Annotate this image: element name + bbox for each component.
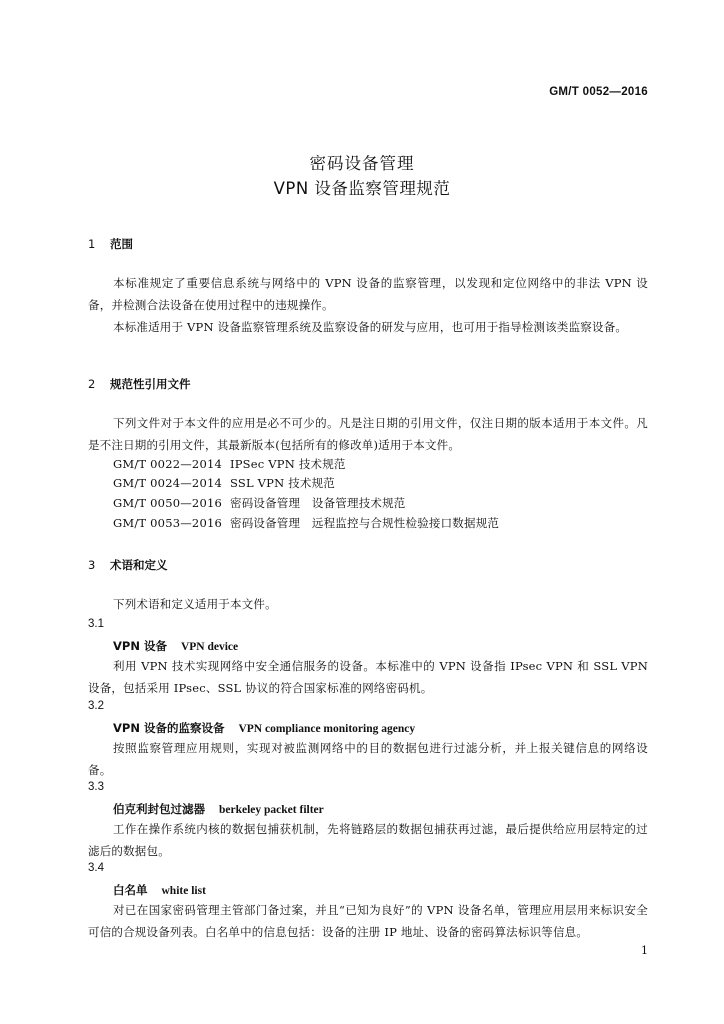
term-en: VPN device bbox=[180, 641, 239, 653]
section-number: 1 bbox=[88, 237, 96, 251]
term-zh: VPN 设备 bbox=[113, 639, 167, 653]
section-number: 3 bbox=[88, 558, 96, 572]
reference-code: GM/T 0053—2016 bbox=[113, 516, 222, 530]
section-heading-terms bbox=[88, 557, 168, 573]
term-heading bbox=[113, 720, 415, 736]
term-zh: 白名单 bbox=[113, 883, 148, 897]
reference-item bbox=[113, 514, 499, 533]
document-title-line1: 密码设备管理 bbox=[309, 154, 415, 173]
reference-code: GM/T 0050—2016 bbox=[113, 496, 222, 510]
standard-code: GM/T 0052—2016 bbox=[549, 86, 648, 98]
term-en: VPN compliance monitoring agency bbox=[238, 723, 416, 735]
term-definition: 按照监察管理应用规则，实现对被监测网络中的目的数据包进行过滤分析，并上报关键信息的网络设备。 bbox=[88, 741, 648, 777]
reference-item bbox=[113, 494, 406, 513]
term-number: 3.3 bbox=[88, 781, 104, 793]
section-title: 规范性引用文件 bbox=[110, 377, 191, 391]
reference-item bbox=[113, 455, 346, 474]
section-number: 2 bbox=[88, 377, 96, 391]
term-en: white list bbox=[161, 885, 206, 897]
term-en: berkeley packet filter bbox=[219, 804, 324, 816]
section-heading-normative-references bbox=[88, 376, 191, 392]
term-definition: 利用 VPN 技术实现网络中安全通信服务的设备。本标准中的 VPN 设备指 IPsec VPN 和 SSL VPN 设备，包括采用 IPsec、SSL 协议的符合国家标准的网络密码机。 bbox=[88, 659, 648, 695]
reference-title: 密码设备管理 远程监控与合规性检验接口数据规范 bbox=[230, 516, 500, 530]
document-title-line2: VPN 设备监察管理规范 bbox=[273, 179, 451, 198]
term-zh: VPN 设备的监察设备 bbox=[113, 721, 225, 735]
reference-title: SSL VPN 技术规范 bbox=[230, 476, 336, 490]
reference-item bbox=[113, 474, 335, 493]
reference-title: IPSec VPN 技术规范 bbox=[230, 457, 346, 471]
term-heading bbox=[113, 882, 206, 898]
term-definition: 对已在国家密码管理主管部门备过案，并且“已知为良好”的 VPN 设备名单，管理应用层用来标识安全可信的合规设备列表。白名单中的信息包括：设备的注册 IP 地址、设备的密码算法标识等信息。 bbox=[88, 903, 648, 939]
term-heading bbox=[113, 801, 324, 817]
scope-paragraph-2: 本标准适用于 VPN 设备监察管理系统及监察设备的研发与应用，也可用于指导检测该类监察设备。 bbox=[113, 320, 628, 334]
section-heading-scope bbox=[88, 236, 133, 252]
term-number: 3.4 bbox=[88, 862, 104, 874]
term-definition: 工作在操作系统内核的数据包捕获机制，先将链路层的数据包捕获再过滤，最后提供给应用层特定的过滤后的数据包。 bbox=[88, 822, 648, 858]
reference-code: GM/T 0024—2014 bbox=[113, 476, 222, 490]
reference-code: GM/T 0022—2014 bbox=[113, 457, 222, 471]
terms-intro: 下列术语和定义适用于本文件。 bbox=[113, 597, 277, 611]
page-number: 1 bbox=[641, 944, 648, 957]
term-number: 3.2 bbox=[88, 700, 104, 712]
term-heading bbox=[113, 638, 238, 654]
section-title: 范围 bbox=[110, 237, 134, 251]
reference-title: 密码设备管理 设备管理技术规范 bbox=[230, 496, 406, 510]
term-number: 3.1 bbox=[88, 618, 104, 630]
scope-paragraph-1: 本标准规定了重要信息系统与网络中的 VPN 设备的监察管理，以发现和定位网络中的非法 VPN 设备，并检测合法设备在使用过程中的违规操作。 bbox=[88, 276, 648, 312]
references-intro: 下列文件对于本文件的应用是必不可少的。凡是注日期的引用文件，仅注日期的版本适用于本文件。凡是不注日期的引用文件，其最新版本(包括所有的修改单)适用于本文件。 bbox=[88, 416, 648, 452]
section-title: 术语和定义 bbox=[110, 558, 168, 572]
term-zh: 伯克利封包过滤器 bbox=[113, 802, 205, 816]
